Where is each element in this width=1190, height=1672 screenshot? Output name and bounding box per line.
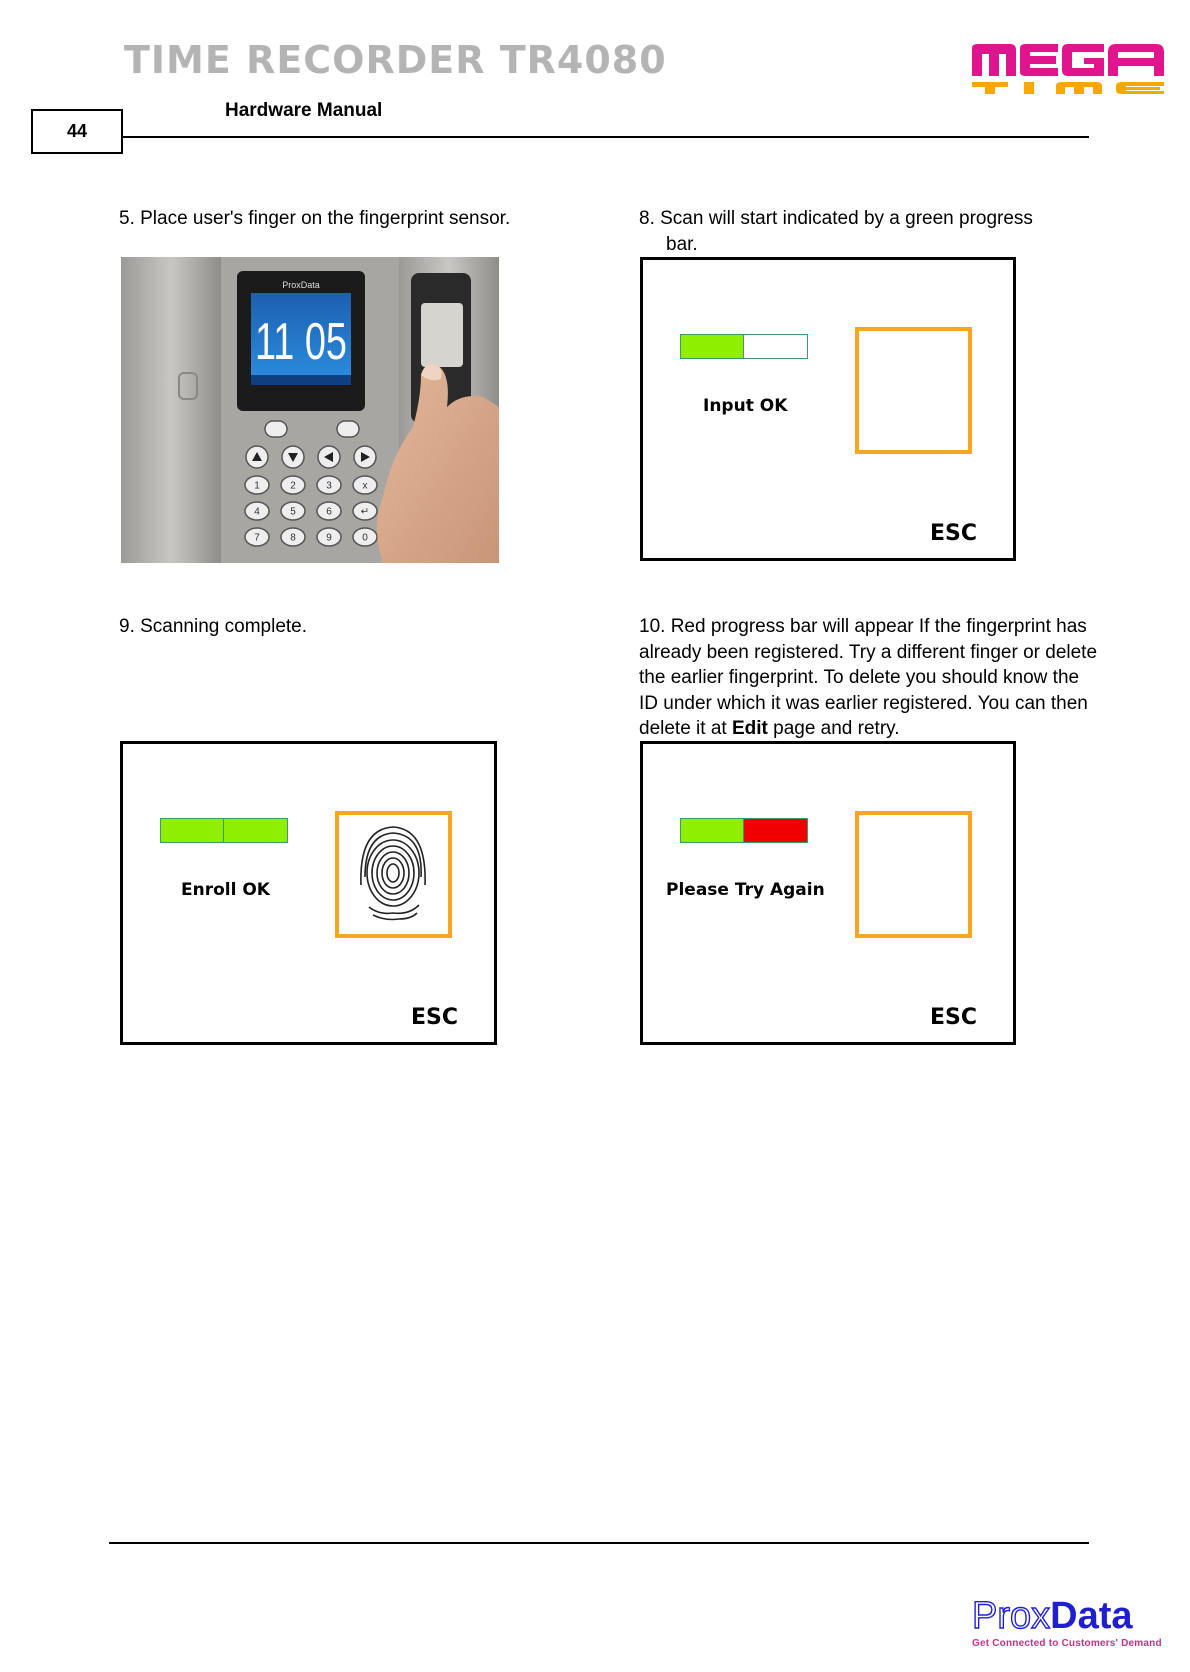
- status-message: Input OK: [703, 396, 788, 416]
- logo-tagline: Get Connected to Customers' Demand: [972, 1638, 1162, 1649]
- screen-input-ok: [640, 257, 1016, 561]
- svg-text:11 05: 11 05: [255, 313, 347, 371]
- keypad-key-label: 1: [254, 480, 260, 492]
- fingerprint-frame: [855, 327, 972, 454]
- keypad-key-label: 4: [254, 506, 260, 518]
- progress-segment-1: [681, 335, 744, 358]
- step9-caption: 9. Scanning complete.: [119, 616, 308, 637]
- keypad-key-label: 5: [290, 506, 296, 518]
- step10-caption-end: page and retry.: [767, 718, 900, 739]
- fingerprint-frame: [335, 811, 452, 938]
- esc-button[interactable]: ESC: [929, 521, 977, 546]
- step8-caption: [639, 206, 1059, 257]
- keypad-key-label: 7: [254, 532, 260, 544]
- keypad-key-label: ↵: [360, 506, 370, 518]
- screen-try-again: [640, 741, 1016, 1045]
- keypad-key-label: 6: [326, 506, 332, 518]
- logo-prox: Prox: [972, 1595, 1051, 1637]
- progress-bar: [160, 818, 288, 843]
- keypad-key-label: 0: [362, 532, 368, 544]
- mega-time-logo: [970, 40, 1166, 96]
- keypad-key-label: 2: [290, 480, 296, 492]
- progress-bar: [680, 334, 808, 359]
- progress-segment-2: [744, 819, 807, 842]
- step10-caption: [639, 614, 1099, 742]
- esc-button[interactable]: ESC: [410, 1005, 458, 1030]
- fingerprint-frame: [855, 811, 972, 938]
- progress-bar: [680, 818, 808, 843]
- progress-segment-1: [681, 819, 744, 842]
- logo-data: Data: [1050, 1595, 1133, 1637]
- step10-caption-text: 10. Red progress bar will appear If the fingerprint has already been registered. Try a different finger or delete the earlier fingerprint. To delete you should know the ID under which it was earlier registered. You can then delete it at: [639, 616, 1098, 739]
- step5-caption: 5. Place user's finger on the fingerprint sensor.: [119, 208, 511, 229]
- status-message: Enroll OK: [181, 880, 270, 900]
- fingerprint-icon: [339, 815, 448, 934]
- svg-text:ProxData: ProxData: [282, 280, 320, 290]
- progress-segment-2: [744, 335, 807, 358]
- keypad-key-label: 8: [290, 532, 296, 544]
- header-divider: [123, 136, 1089, 138]
- step8-caption-line1: 8. Scan will start indicated by a green progress: [639, 208, 1033, 229]
- keypad-key-label: 9: [326, 532, 332, 544]
- proxdata-logo: [972, 1596, 1162, 1649]
- edit-page-label: Edit: [731, 718, 768, 739]
- page-number: 44: [31, 109, 123, 154]
- progress-segment-2: [224, 819, 287, 842]
- footer-divider: [109, 1542, 1089, 1544]
- status-message: Please Try Again: [666, 880, 825, 900]
- step8-caption-line2: bar.: [666, 233, 698, 255]
- manual-subtitle: Hardware Manual: [225, 100, 383, 121]
- keypad-key-label: x: [362, 480, 368, 492]
- keypad-key-label: 3: [326, 480, 332, 492]
- device-photo: [121, 257, 499, 563]
- progress-segment-1: [161, 819, 224, 842]
- screen-enroll-ok: [120, 741, 497, 1045]
- esc-button[interactable]: ESC: [929, 1005, 977, 1030]
- document-title: TIME RECORDER TR4080: [124, 38, 667, 82]
